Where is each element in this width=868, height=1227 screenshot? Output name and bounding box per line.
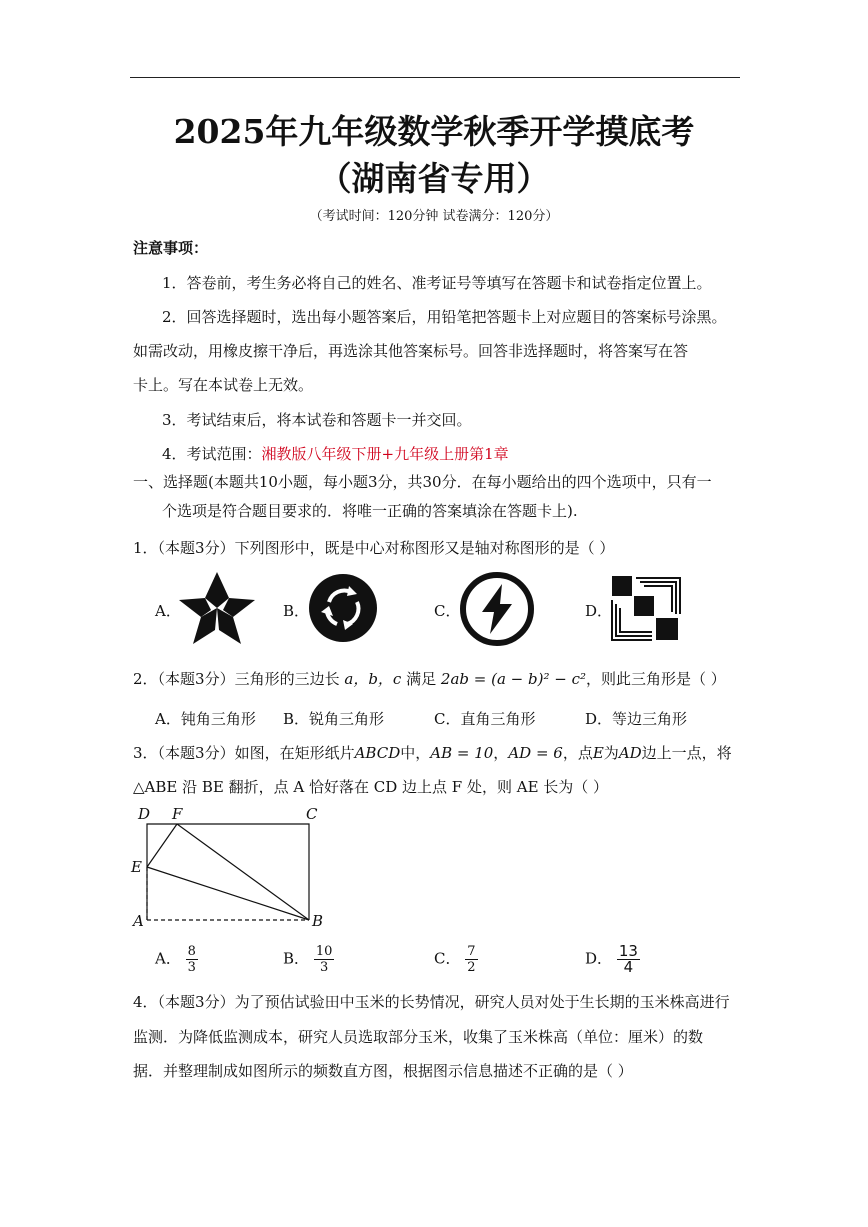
q2-stem-mid: 满足 <box>406 670 437 688</box>
page-title: 2025年九年级数学秋季开学摸底考 <box>173 112 695 151</box>
question-1-stem: 1．（本题3分）下列图形中，既是中心对称图形又是轴对称图形的是（ ） <box>133 539 615 557</box>
q3-ad-side: AD <box>618 744 642 762</box>
section-heading: 一、选择题(本题共10小题，每小题3分，共30分．在每小题给出的四个选项中，只有一 <box>133 473 712 491</box>
question-2-stem <box>133 668 726 689</box>
notice-item-3: 3．考试结束后，将本试卷和答题卡一并交回。 <box>162 411 472 429</box>
section-heading-cont: 个选项是符合题目要求的．将唯一正确的答案填涂在答题卡上). <box>162 502 578 520</box>
q2-stem-suffix: ，则此三角形是（ ） <box>585 670 726 688</box>
notice-item-2: 2．回答选择题时，选出每小题答案后，用铅笔把答题卡上对应题目的答案标号涂黑。 <box>162 308 727 326</box>
q3-option-d-num: 13 <box>618 942 638 960</box>
q3-option-a-num: 8 <box>187 944 196 959</box>
q3-option-c <box>434 944 478 975</box>
notice-item-2-end: 卡上。写在本试卷上无效。 <box>133 376 314 394</box>
q2-stem-prefix: 2．（本题3分）三角形的三边长 <box>133 670 340 688</box>
point-a-label: A <box>133 912 144 930</box>
page-subtitle: （湖南省专用） <box>318 159 550 198</box>
q3-stem-suffix: ，点 <box>562 744 593 762</box>
question-4-stem-end: 据．并整理制成如图所示的频数直方图，根据图示信息描述不正确的是（ ） <box>133 1062 633 1080</box>
point-b-label: B <box>312 912 324 930</box>
q3-option-c-den: 2 <box>467 960 476 975</box>
q3-option-c-letter: C． <box>434 949 461 968</box>
q3-option-b-letter: B． <box>283 949 310 968</box>
recycle-arrows-icon <box>307 572 379 644</box>
point-d-label: D <box>138 805 151 823</box>
point-f-label: F <box>172 805 183 823</box>
q3-option-c-num: 7 <box>467 944 476 959</box>
q3-option-a-den: 3 <box>187 960 196 975</box>
header-rule <box>130 77 740 78</box>
q3-option-a-letter: A． <box>155 949 181 968</box>
exam-info: （考试时间：120分钟 试卷满分：120分） <box>309 209 559 224</box>
q3-option-a <box>155 944 198 975</box>
q3-stem-mid: 中， <box>400 744 431 762</box>
lightning-bolt-icon <box>458 570 536 648</box>
q1-option-c-label: C． <box>434 602 461 620</box>
squares-pattern-icon <box>610 574 682 642</box>
q3-option-b <box>283 944 334 975</box>
q2-formula: 2ab = (a − b)² − c² <box>440 670 586 688</box>
q3-option-d-letter: D． <box>585 949 613 968</box>
q3-option-b-num: 10 <box>315 944 333 959</box>
notice-item-1: 1．答卷前，考生务必将自己的姓名、准考证号等填写在答题卡和试卷指定位置上。 <box>162 274 712 292</box>
pentagon-star-icon <box>177 570 257 646</box>
question-4-stem-cont: 监测．为降低监测成本，研究人员选取部分玉米，收集了玉米株高（单位：厘米）的数 <box>133 1028 704 1046</box>
exam-range: 湘教版八年级下册+九年级上册第1章 <box>261 445 509 463</box>
q1-option-a-label: A． <box>155 602 181 620</box>
point-c-label: C <box>306 805 318 823</box>
q1-option-d-label: D． <box>585 602 613 620</box>
q3-option-b-den: 3 <box>319 960 329 975</box>
q3-stem-end: 为 <box>603 744 619 762</box>
notice-item-4 <box>162 443 509 464</box>
q3-stem-prefix: 3．（本题3分）如图，在矩形纸片 <box>133 744 355 762</box>
rectangle-fold-figure <box>128 800 328 932</box>
q3-ab: AB = 10 <box>430 744 494 762</box>
q3-option-d <box>585 944 640 975</box>
q3-option-d-den: 4 <box>623 958 634 976</box>
point-e-label: E <box>131 858 142 876</box>
q2-option-d: D．等边三角形 <box>585 710 688 728</box>
q3-rect: ABCD <box>354 744 401 762</box>
question-3-stem-cont: △ABE 沿 BE 翻折，点 A 恰好落在 CD 边上点 F 处，则 AE 长为（ ） <box>133 778 609 796</box>
q2-option-a: A．钝角三角形 <box>155 710 256 728</box>
q2-vars: a，b，c <box>344 670 402 688</box>
notice-item-4-prefix: 4．考试范围： <box>162 445 262 463</box>
q1-option-b-label: B． <box>283 602 310 620</box>
q3-stem-tail: 边上一点，将 <box>641 744 732 762</box>
q3-e: E <box>592 744 604 762</box>
q2-option-b: B．锐角三角形 <box>283 710 385 728</box>
question-3-stem: 3．（本题3分）如图，在矩形纸片ABCD中，AB = 10，AD = 6，点E为AD边上一点，将 <box>133 744 732 762</box>
q3-ad: AD = 6 <box>508 744 563 762</box>
q2-option-c: C．直角三角形 <box>434 710 536 728</box>
question-4-stem: 4．（本题3分）为了预估试验田中玉米的长势情况，研究人员对处于生长期的玉米株高进行 <box>133 993 730 1011</box>
notice-item-2-cont: 如需改动，用橡皮擦干净后，再选涂其他答案标号。回答非选择题时，将答案写在答 <box>133 342 689 360</box>
notice-heading: 注意事项： <box>133 239 209 257</box>
